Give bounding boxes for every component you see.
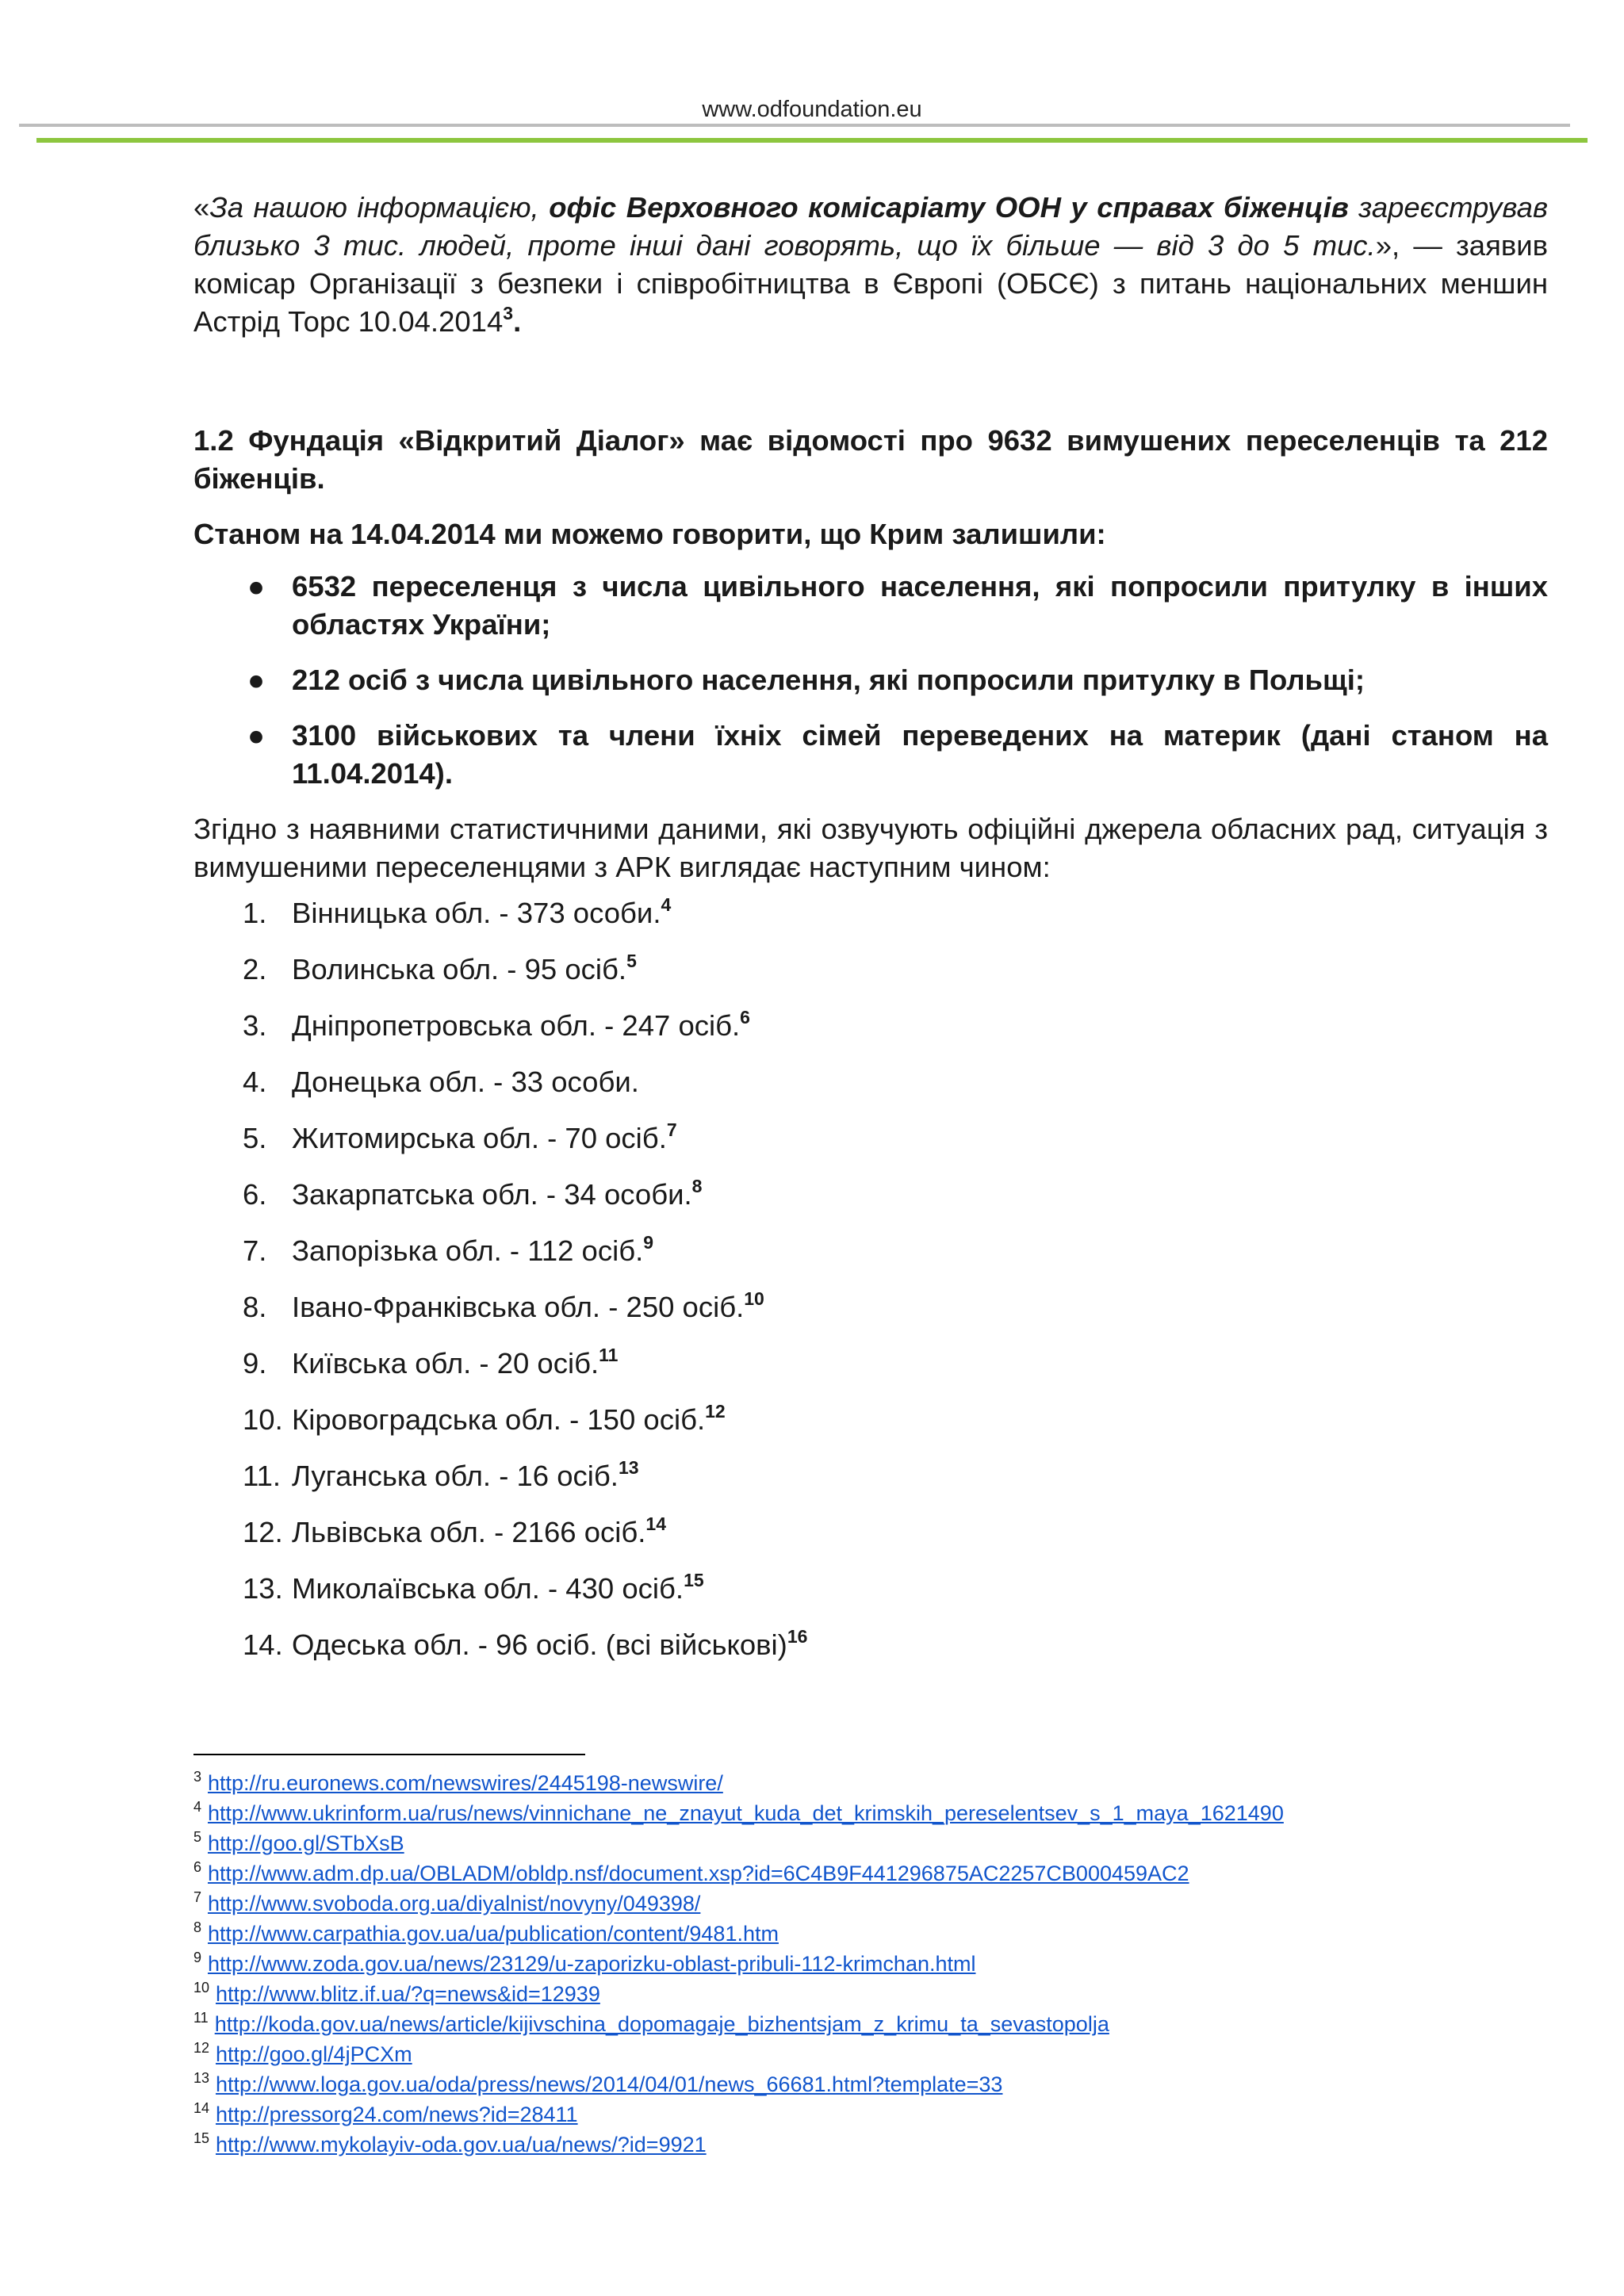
bullet-icon: ● — [247, 664, 266, 696]
footnote-item — [193, 1888, 1548, 1919]
footnote-item — [193, 1858, 1548, 1888]
region-number: 6. — [243, 1178, 267, 1211]
region-number: 13. — [243, 1572, 283, 1605]
quote-part-1: За нашою інформацією, — [209, 191, 550, 224]
footnote-item — [193, 2069, 1548, 2099]
footnote-number: 3 — [193, 1769, 202, 1785]
bullet-text: 6532 переселенця з числа цивільного населення, які попросили притулку в інших областях України; — [292, 570, 1548, 641]
footnote-link[interactable]: http://www.svoboda.org.ua/diyalnist/novyny/049398/ — [208, 1892, 701, 1915]
footnote-number: 7 — [193, 1889, 202, 1905]
region-text: Івано-Франківська обл. - 250 осіб. — [292, 1291, 745, 1323]
region-item — [193, 1513, 1548, 1570]
region-text: Луганська обл. - 16 осіб. — [292, 1460, 619, 1492]
footnote-ref[interactable]: 4 — [661, 894, 672, 915]
quote-attribution: », — заявив комісар Організації з безпеки і співробітництва в Європі (ОБСЄ) з питань національних меншин Астрід Торс 10.04.2014 — [193, 229, 1548, 338]
footnotes-list — [193, 1768, 1548, 2160]
region-text: Вінницька обл. - 373 особи. — [292, 897, 661, 929]
bullet-text: 3100 військових та члени їхніх сімей переведених на материк (дані станом на 11.04.2014). — [292, 719, 1548, 790]
region-text: Миколаївська обл. - 430 осіб. — [292, 1572, 684, 1605]
region-text: Волинська обл. - 95 осіб. — [292, 953, 627, 985]
footnote-ref-3[interactable]: 3 — [503, 303, 514, 323]
footnote-ref[interactable]: 11 — [599, 1345, 619, 1365]
region-number: 9. — [243, 1347, 267, 1380]
region-text: Львівська обл. - 2166 осіб. — [292, 1516, 646, 1548]
crimea-departures-list — [193, 568, 1548, 793]
region-item — [193, 1288, 1548, 1345]
footnote-item — [193, 1949, 1548, 1979]
footnote-ref[interactable]: 16 — [787, 1626, 808, 1647]
footnote-link[interactable]: http://www.carpathia.gov.ua/ua/publication/content/9481.htm — [208, 1922, 779, 1946]
footnote-link[interactable]: http://www.loga.gov.ua/oda/press/news/2014/04/01/news_66681.html?template=33 — [216, 2072, 1003, 2096]
footnote-item — [193, 1979, 1548, 2009]
footnote-link[interactable]: http://www.mykolayiv-oda.gov.ua/ua/news/?id=9921 — [216, 2133, 707, 2156]
footnote-number: 6 — [193, 1859, 202, 1875]
footnote-ref[interactable]: 7 — [666, 1119, 677, 1140]
footnote-item — [193, 2039, 1548, 2069]
header-divider-green — [36, 138, 1588, 143]
region-item — [193, 1570, 1548, 1626]
footnote-item — [193, 2130, 1548, 2160]
footnote-number: 12 — [193, 2040, 210, 2056]
region-number: 14. — [243, 1628, 283, 1661]
footnote-link[interactable]: http://goo.gl/4jPCXm — [216, 2042, 412, 2066]
region-number: 10. — [243, 1403, 283, 1436]
region-text: Київська обл. - 20 осіб. — [292, 1347, 599, 1380]
footnote-separator — [193, 1754, 585, 1755]
region-number: 5. — [243, 1122, 267, 1154]
footnote-number: 11 — [193, 2010, 209, 2026]
footnote-item — [193, 1828, 1548, 1858]
footnote-link[interactable]: http://ru.euronews.com/newswires/2445198-newswire/ — [208, 1771, 723, 1795]
quote-end: . — [513, 305, 522, 338]
section-title: 1.2 Фундація «Відкритий Діалог» має відомості про 9632 вимушених переселенців та 212 біженців. — [193, 424, 1548, 495]
bullet-text: 212 осіб з числа цивільного населення, які попросили притулку в Польщі; — [292, 664, 1365, 696]
footnote-item — [193, 2009, 1548, 2039]
footnote-ref[interactable]: 13 — [618, 1457, 639, 1478]
footnote-link[interactable]: http://www.blitz.if.ua/?q=news&id=12939 — [216, 1982, 600, 2006]
footnote-number: 4 — [193, 1799, 202, 1815]
region-text: Донецька обл. - 33 особи. — [292, 1066, 639, 1098]
region-item — [193, 1345, 1548, 1401]
region-text: Кіровоградська обл. - 150 осіб. — [292, 1403, 706, 1436]
footnote-link[interactable]: http://www.zoda.gov.ua/news/23129/u-zaporizku-oblast-pribuli-112-krimchan.html — [208, 1952, 976, 1976]
bullet-item — [193, 717, 1548, 793]
region-number: 8. — [243, 1291, 267, 1323]
region-number: 4. — [243, 1066, 267, 1098]
region-text: Житомирська обл. - 70 осіб. — [292, 1122, 667, 1154]
site-url: www.odfoundation.eu — [702, 97, 922, 122]
quote-part-3: зареєстрував близько 3 тис. людей, проте інші дані говорять, що їх більше — від 3 до 5 тис. — [193, 191, 1548, 262]
region-number: 2. — [243, 953, 267, 985]
bullet-item — [193, 661, 1548, 699]
footnote-item — [193, 2099, 1548, 2130]
region-text: Закарпатська обл. - 34 особи. — [292, 1178, 692, 1211]
bullet-item — [193, 568, 1548, 644]
region-number: 3. — [243, 1009, 267, 1042]
regions-list — [193, 894, 1548, 1682]
footnote-link[interactable]: http://koda.gov.ua/news/article/kijivschina_dopomagaje_bizhentsjam_z_krimu_ta_sevastopolja — [214, 2012, 1109, 2036]
region-number: 11. — [243, 1460, 282, 1492]
region-text: Запорізька обл. - 112 осіб. — [292, 1234, 644, 1267]
footnote-number: 15 — [193, 2130, 210, 2146]
footnote-number: 9 — [193, 1950, 202, 1965]
footnote-item — [193, 1798, 1548, 1828]
footnote-ref[interactable]: 15 — [684, 1570, 704, 1590]
footnote-ref[interactable]: 5 — [626, 951, 637, 971]
region-item — [193, 1119, 1548, 1176]
footnote-ref[interactable]: 8 — [691, 1176, 703, 1196]
header-divider-gray — [19, 124, 1570, 127]
document-body — [193, 189, 1548, 1682]
quote-open-mark: « — [193, 191, 210, 224]
region-item — [193, 1401, 1548, 1457]
footnote-item — [193, 1919, 1548, 1949]
footnote-number: 5 — [193, 1829, 202, 1845]
region-text: Дніпропетровська обл. - 247 осіб. — [292, 1009, 741, 1042]
region-number: 7. — [243, 1234, 267, 1267]
footnote-ref[interactable]: 14 — [645, 1513, 667, 1534]
region-number: 12. — [243, 1516, 283, 1548]
region-text: Одеська обл. - 96 осіб. (всі військові) — [292, 1628, 787, 1661]
footnote-link[interactable]: http://www.ukrinform.ua/rus/news/vinnichane_ne_znayut_kuda_det_krimskih_pereselentsev_s_1_maya_1621490 — [208, 1801, 1284, 1825]
region-item — [193, 894, 1548, 951]
footnote-number: 8 — [193, 1919, 202, 1935]
region-item — [193, 951, 1548, 1007]
footnote-number: 14 — [193, 2100, 210, 2116]
region-item — [193, 1007, 1548, 1063]
bullet-icon: ● — [247, 719, 266, 752]
region-item — [193, 1176, 1548, 1232]
region-item — [193, 1232, 1548, 1288]
footnote-ref[interactable]: 6 — [740, 1007, 750, 1027]
footnote-link[interactable]: http://pressorg24.com/news?id=28411 — [216, 2103, 578, 2126]
footnote-ref[interactable]: 12 — [705, 1401, 726, 1422]
region-item — [193, 1457, 1548, 1513]
bullet-icon: ● — [247, 570, 266, 603]
region-item — [193, 1626, 1548, 1682]
footnote-link[interactable]: http://goo.gl/STbXsB — [208, 1831, 404, 1855]
region-item — [193, 1063, 1548, 1119]
footnote-ref[interactable]: 10 — [744, 1288, 764, 1309]
footnote-link[interactable]: http://www.adm.dp.ua/OBLADM/obldp.nsf/document.xsp?id=6C4B9F441296875AC2257CB000459AC2 — [208, 1862, 1189, 1885]
footnote-item — [193, 1768, 1548, 1798]
footnote-number: 13 — [193, 2070, 210, 2086]
quote-organization: офіс Верховного комісаріату ООН у справах біженців — [549, 191, 1349, 224]
region-number: 1. — [243, 897, 267, 929]
statistics-intro: Згідно з наявними статистичними даними, які озвучують офіційні джерела обласних рад, ситуація з вимушеними переселенцями з АРК виглядає наступним чином: — [193, 813, 1548, 883]
footnote-number: 10 — [193, 1980, 210, 1996]
quote-paragraph — [193, 189, 1548, 341]
footnote-ref[interactable]: 9 — [643, 1232, 654, 1253]
status-heading: Станом на 14.04.2014 ми можемо говорити, що Крим залишили: — [193, 518, 1106, 550]
